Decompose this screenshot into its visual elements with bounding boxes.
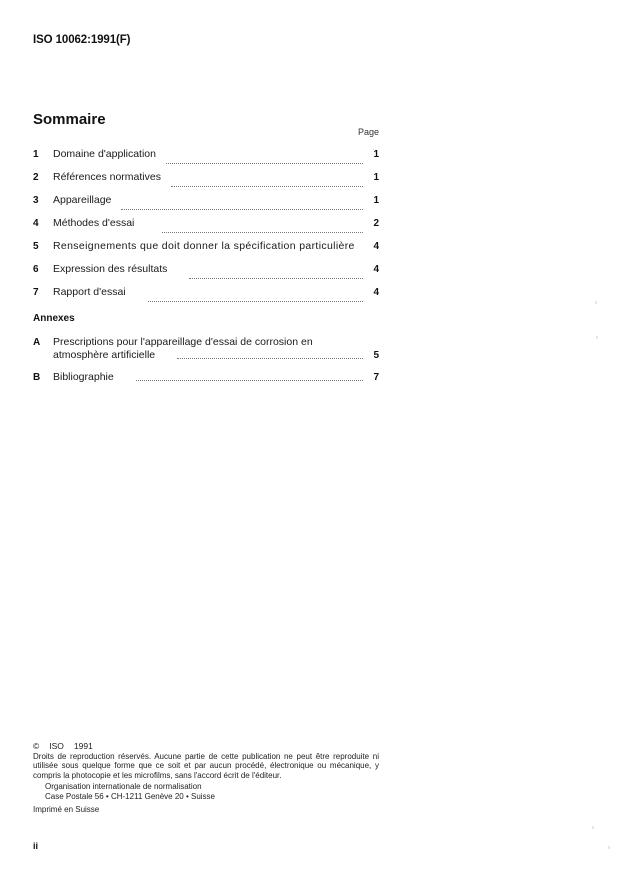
- toc-entry-number: 7: [33, 287, 39, 298]
- toc-entry-number: 6: [33, 264, 39, 275]
- copyright-year: 1991: [73, 741, 93, 751]
- annex-page: 7: [373, 372, 379, 383]
- toc-entry-label: Rapport d'essai: [53, 286, 126, 298]
- dot-leader: [166, 162, 363, 164]
- scan-artifact: [596, 336, 598, 339]
- toc-entry-page: 2: [373, 218, 379, 229]
- toc-entry-number: 2: [33, 172, 39, 183]
- toc-entry[interactable]: [33, 286, 379, 309]
- rights-text: Droits de reproduction réservés. Aucune partie de cette publication ne peut être reproduite ni utilisée sous quelque forme que ce soit et par aucun procédé, électronique ou mécanique, y compris la photocopie et les microfilms, sans l'accord écrit de l'éditeur.: [33, 751, 379, 780]
- annex-label-line1: Prescriptions pour l'appareillage d'essai de corrosion en: [53, 336, 313, 348]
- dot-leader: [177, 357, 363, 359]
- toc-entry-label: Domaine d'application: [53, 148, 156, 160]
- organisation-name: Organisation internationale de normalisation: [45, 782, 202, 791]
- copyright-notice: [33, 742, 379, 815]
- dot-leader: [189, 277, 363, 279]
- toc-entry-number: 4: [33, 218, 39, 229]
- annex-letter: A: [33, 337, 41, 348]
- toc-title: Sommaire: [33, 111, 106, 128]
- toc-entry[interactable]: [33, 194, 379, 217]
- toc-entry-number: 3: [33, 195, 39, 206]
- dot-leader: [136, 379, 363, 381]
- document-standard-id: ISO 10062:1991(F): [33, 34, 131, 46]
- printed-in: Imprimé en Suisse: [33, 805, 100, 814]
- annex-label-line2: atmosphère artificielle: [53, 349, 156, 361]
- annex-entry[interactable]: [33, 371, 379, 384]
- toc-entry[interactable]: [33, 217, 379, 240]
- toc-entry-label: Références normatives: [53, 171, 161, 183]
- page-column-label: Page: [357, 127, 379, 137]
- toc-entry-number: 1: [33, 149, 39, 160]
- toc-entry-label: Appareillage: [53, 194, 112, 206]
- annex-page: 5: [373, 350, 379, 361]
- toc-entry-page: 1: [373, 172, 379, 183]
- copyright-symbol: ©: [33, 741, 40, 751]
- annex-list: [33, 336, 379, 393]
- toc-entry-label: Renseignements que doit donner la spécification particulière: [53, 240, 355, 252]
- page-number: ii: [33, 841, 39, 851]
- dot-leader: [162, 231, 363, 233]
- toc-entry[interactable]: [33, 148, 379, 171]
- toc-entry[interactable]: [33, 240, 379, 263]
- toc-entry[interactable]: [33, 263, 379, 286]
- copyright-org: ISO: [49, 741, 64, 751]
- toc-entry-page: 1: [373, 149, 379, 160]
- dot-leader: [171, 185, 363, 187]
- toc-list: [33, 148, 379, 309]
- toc-entry-page: 4: [373, 241, 379, 252]
- annex-letter: B: [33, 372, 41, 383]
- organisation-address: Case Postale 56 • CH-1211 Genève 20 • Suisse: [45, 791, 215, 801]
- toc-entry-page: 4: [373, 287, 379, 298]
- dot-leader: [148, 300, 363, 302]
- toc-entry-page: 1: [373, 195, 379, 206]
- dot-leader: [121, 208, 363, 210]
- annexes-title: Annexes: [33, 313, 75, 324]
- toc-entry-label: Méthodes d'essai: [53, 217, 135, 229]
- toc-entry-label: Expression des résultats: [53, 263, 168, 275]
- toc-entry-number: 5: [33, 241, 39, 252]
- toc-entry[interactable]: [33, 171, 379, 194]
- annex-label-line1: Bibliographie: [53, 371, 114, 383]
- annex-entry[interactable]: [33, 336, 379, 362]
- scan-artifact: [595, 301, 597, 304]
- scan-artifact: [592, 826, 594, 829]
- scan-artifact: [608, 846, 610, 849]
- toc-entry-page: 4: [373, 264, 379, 275]
